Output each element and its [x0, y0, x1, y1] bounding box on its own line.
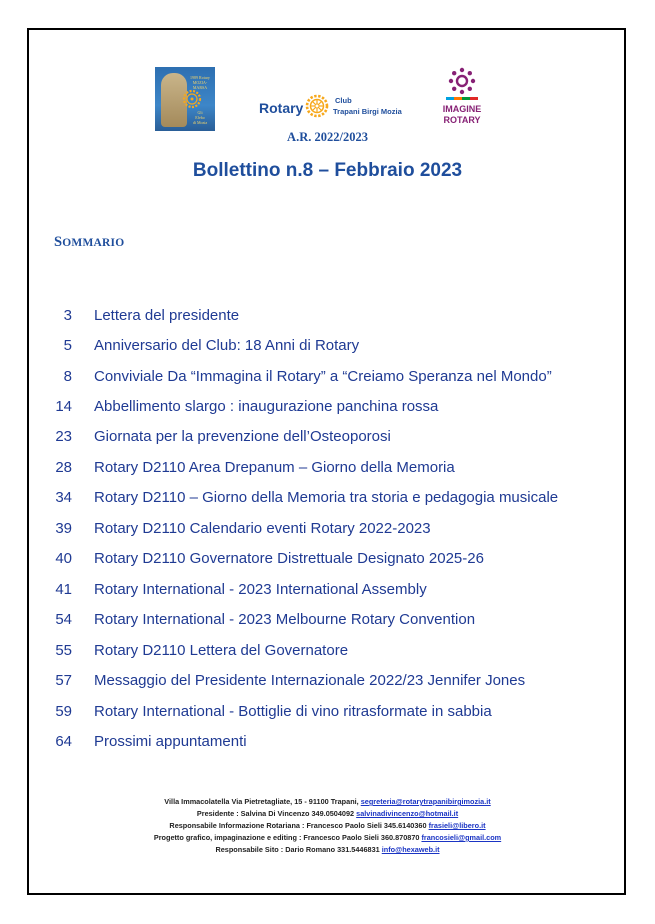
toc-item[interactable] [0, 368, 655, 390]
toc-title: Rotary D2110 Calendario eventi Rotary 2022-2023 [94, 520, 431, 537]
toc-item[interactable] [0, 581, 655, 603]
toc-title: Messaggio del Presidente Internazionale 2022/23 Jennifer Jones [94, 672, 526, 689]
imagine-dots-icon [448, 67, 476, 95]
summary-heading-initial: S [54, 234, 63, 250]
toc-page-number: 40 [55, 550, 72, 567]
toc-page-number: 28 [55, 459, 72, 476]
toc-item[interactable] [0, 398, 655, 420]
summary-heading [54, 234, 124, 251]
footer-address-line [0, 796, 655, 808]
graphic-email-link[interactable]: francosieli@gmail.com [421, 833, 502, 842]
footer-president-line [0, 808, 655, 820]
toc-title: Abbellimento slargo : inaugurazione panchina rossa [94, 398, 439, 415]
toc-title: Rotary International - 2023 Melbourne Rotary Convention [94, 611, 476, 628]
toc-title: Anniversario del Club: 18 Anni di Rotary [94, 337, 360, 354]
info-email-link[interactable]: frasieli@libero.it [428, 821, 486, 830]
imagine-rotary-word: ROTARY [443, 115, 481, 125]
toc-page-number: 14 [55, 398, 72, 415]
footer-site: Responsabile Sito : Dario Romano 331.5446831 [215, 845, 380, 854]
rotary-wheel-icon [305, 94, 329, 118]
imagine-color-bar [446, 97, 478, 101]
toc-item[interactable] [0, 489, 655, 511]
toc-page-number: 3 [63, 307, 72, 324]
toc-page-number: 64 [55, 733, 72, 750]
toc-title: Prossimi appuntamenti [94, 733, 247, 750]
president-email-link[interactable]: salvinadivincenzo@hotmail.it [356, 809, 459, 818]
toc-item[interactable] [0, 611, 655, 633]
toc-page-number: 34 [55, 489, 72, 506]
secretary-email-link[interactable]: segreteria@rotarytrapanibirgimozia.it [360, 797, 491, 806]
toc-item[interactable] [0, 672, 655, 694]
toc-item[interactable] [0, 428, 655, 450]
toc-title: Rotary D2110 Lettera del Governatore [94, 642, 349, 659]
toc-item[interactable] [0, 733, 655, 755]
rotary-wordmark: Rotary [259, 100, 304, 116]
toc-title: Rotary International - 2023 International Assembly [94, 581, 427, 598]
imagine-word: IMAGINE [442, 104, 482, 114]
footer-graphic: Progetto grafico, impaginazione e editing : Francesco Paolo Sieli 360.870870 [153, 833, 420, 842]
footer-info-resp: Responsabile Informazione Rotariana : Francesco Paolo Sieli 345.6140360 [169, 821, 427, 830]
toc-page-number: 8 [63, 368, 72, 385]
toc-item[interactable] [0, 703, 655, 725]
toc-title: Rotary D2110 Governatore Distrettuale Designato 2025-26 [94, 550, 484, 567]
club-photo-text: 1989 Rotary MOZIA-MARSA Gli Efebo di Mozia [190, 75, 210, 125]
toc-page-number: 59 [55, 703, 72, 720]
footer-president: Presidente : Salvina Di Vincenzo 349.0504092 [196, 809, 355, 818]
bulletin-title: Bollettino n.8 – Febbraio 2023 [192, 160, 463, 181]
toc-title: Rotary D2110 – Giorno della Memoria tra storia e pedagogia musicale [94, 489, 559, 506]
toc-title: Rotary D2110 Area Drepanum – Giorno della Memoria [94, 459, 455, 476]
footer-graphic-line [0, 832, 655, 844]
toc-title: Giornata per la prevenzione dell’Osteoporosi [94, 428, 391, 445]
toc-page-number: 5 [63, 337, 72, 354]
toc-page-number: 23 [55, 428, 72, 445]
club-label: Club [335, 96, 352, 105]
toc-item[interactable] [0, 550, 655, 572]
club-name: Trapani Birgi Mozia [333, 107, 402, 116]
footer-address: Villa Immacolatella Via Pietretagliate, 15 - 91100 Trapani, [164, 797, 359, 806]
toc-page-number: 39 [55, 520, 72, 537]
toc-page-number: 54 [55, 611, 72, 628]
toc-title: Rotary International - Bottiglie di vino ritrasformate in sabbia [94, 703, 492, 720]
summary-heading-rest: OMMARIO [62, 237, 125, 249]
toc-item[interactable] [0, 307, 655, 329]
toc-page-number: 55 [55, 642, 72, 659]
footer-site-line [0, 844, 655, 856]
site-email-link[interactable]: info@hexaweb.it [381, 845, 440, 854]
footer-credits [0, 796, 655, 856]
toc-item[interactable] [0, 459, 655, 481]
club-photo-logo [155, 67, 215, 131]
toc-item[interactable] [0, 642, 655, 664]
imagine-rotary-logo [436, 67, 488, 129]
toc-page-number: 41 [55, 581, 72, 598]
footer-info-line [0, 820, 655, 832]
toc-item[interactable] [0, 520, 655, 542]
rotary-year: A.R. 2022/2023 [287, 130, 368, 144]
toc-page-number: 57 [55, 672, 72, 689]
toc-title: Conviviale Da “Immagina il Rotary” a “Creiamo Speranza nel Mondo” [94, 368, 552, 385]
toc-item[interactable] [0, 337, 655, 359]
toc-title: Lettera del presidente [94, 307, 240, 324]
